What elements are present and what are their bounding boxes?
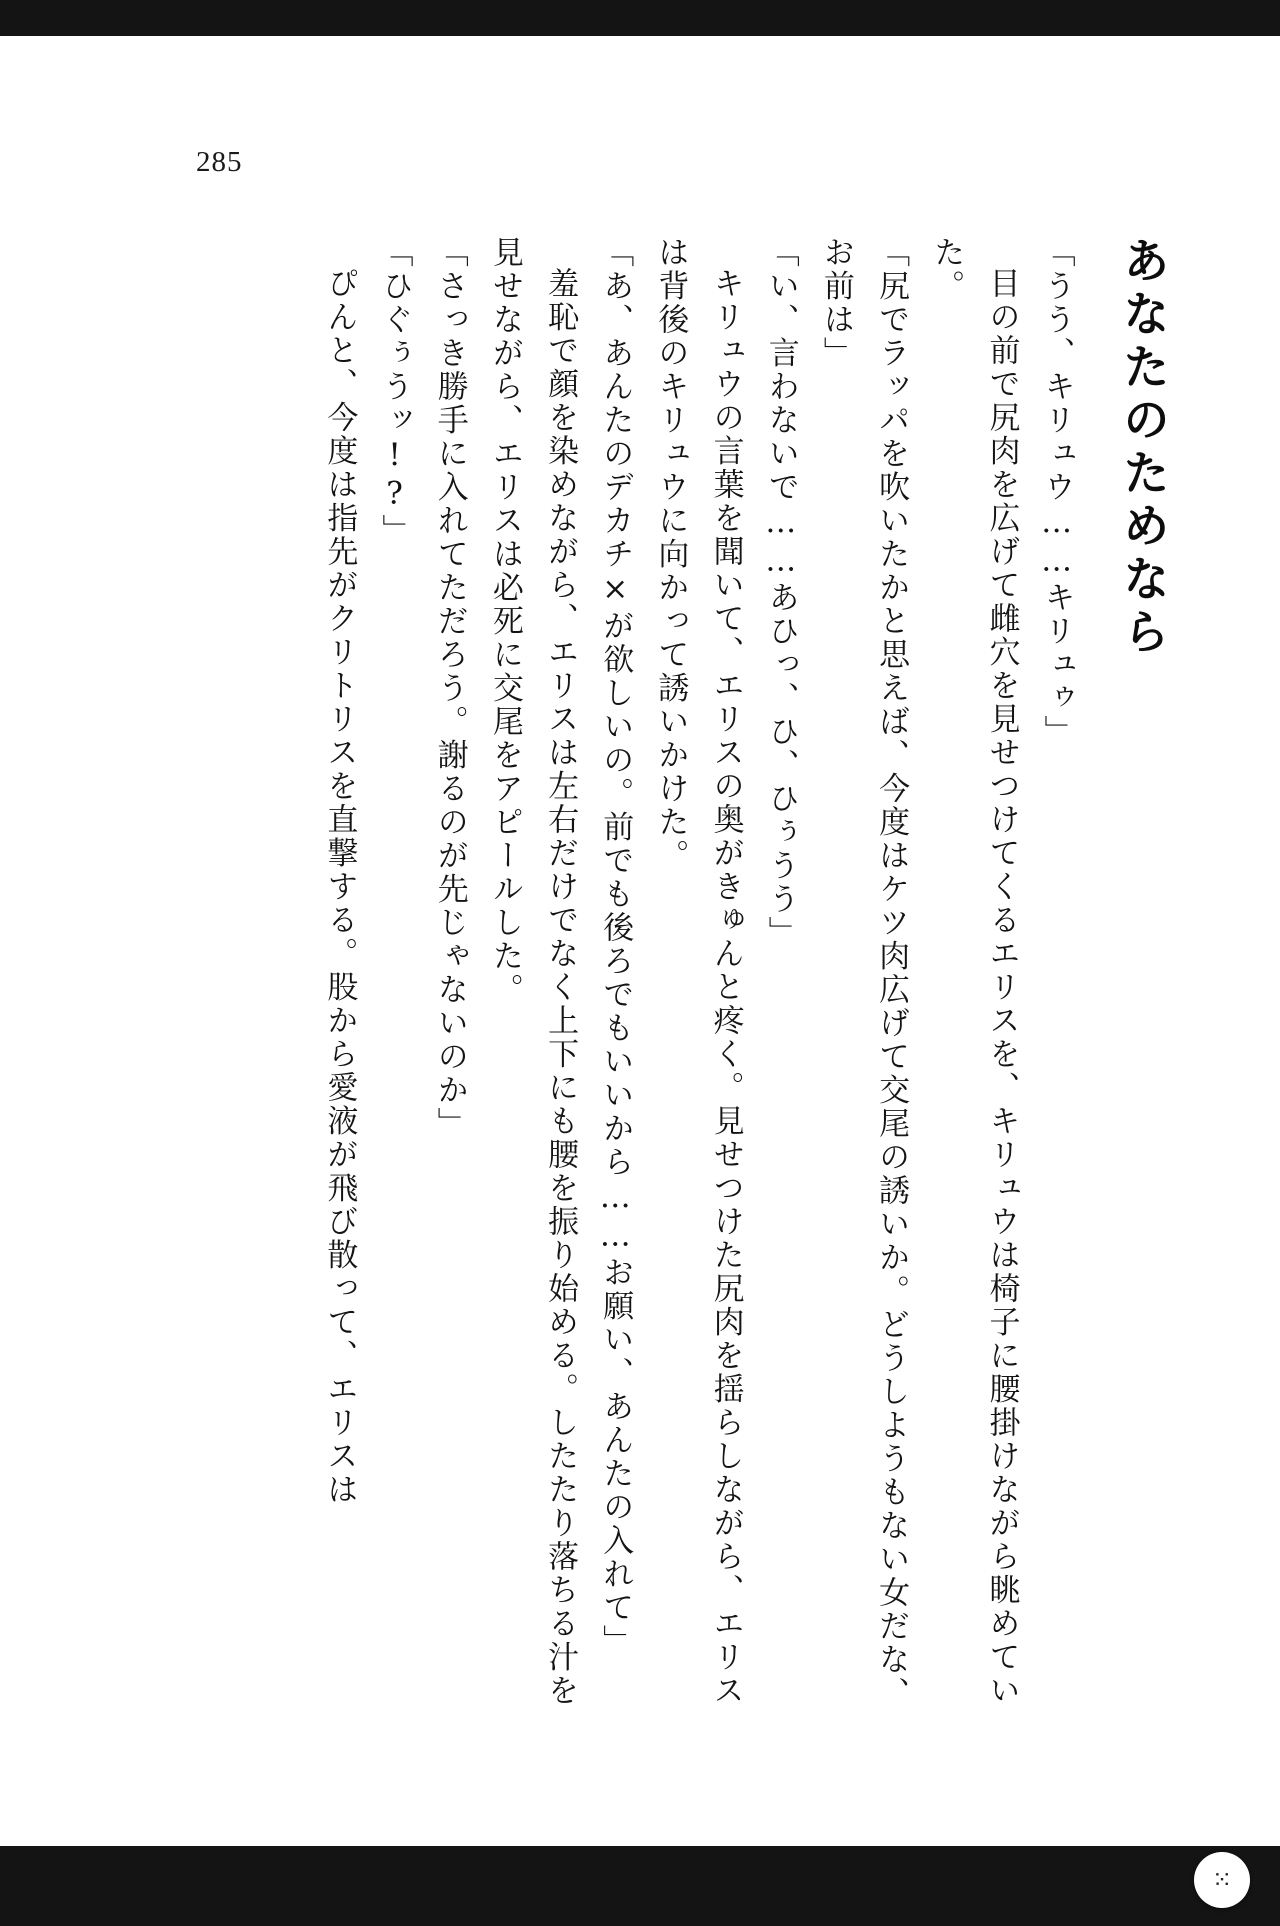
page-title: あなたのためなら bbox=[1115, 236, 1170, 660]
paragraph: 「ひぐぅうッ!?」 bbox=[376, 236, 413, 548]
page-body-text bbox=[210, 236, 1170, 1716]
paragraph: 「さっき勝手に入れてただろう。謝るのが先じゃないのか」 bbox=[431, 236, 468, 1141]
grid-dots-icon: ⁙ bbox=[1211, 1866, 1233, 1894]
viewer-bottom-bar bbox=[0, 1846, 1280, 1926]
paragraph: キリュウの言葉を聞いて、エリスの奥がきゅんと疼く。見せつけた尻肉を揺らしながら、エリスは背後のキリュウに向かって誘いかけた。 bbox=[652, 236, 744, 1708]
paragraph: ぴんと、今度は指先がクリトリスを直撃する。股から愛液が飛び散って、エリスは bbox=[321, 267, 358, 1507]
paragraph: 羞恥で顔を染めながら、エリスは左右だけでなく上下にも腰を振り始める。したたり落ちる汁を見せながら、エリスは必死に交尾をアピールした。 bbox=[486, 236, 579, 1708]
grid-view-button[interactable] bbox=[1194, 1852, 1250, 1908]
paragraph: 「尻でラッパを吹いたかと思えば、今度はケツ肉広げて交尾の誘いか。どうしようもない女だな、お前は」 bbox=[817, 236, 910, 1710]
page-number: 285 bbox=[196, 146, 243, 178]
paragraph: 「うう、キリュウ……キリュゥ」 bbox=[1038, 236, 1075, 749]
viewer-top-bar bbox=[0, 0, 1280, 36]
paragraph: 目の前で尻肉を広げて雌穴を見せつけてくるエリスを、キリュウは椅子に腰掛けながら眺めていた。 bbox=[928, 236, 1020, 1708]
paragraph: 「い、言わないで……あひっ、ひ、ひぅうう」 bbox=[762, 236, 799, 950]
paragraph: 「あ、あんたのデカチ×が欲しいの。前でも後ろでもいいから……お願い、あんたの入れて」 bbox=[597, 236, 634, 1658]
document-page bbox=[0, 36, 1280, 1846]
